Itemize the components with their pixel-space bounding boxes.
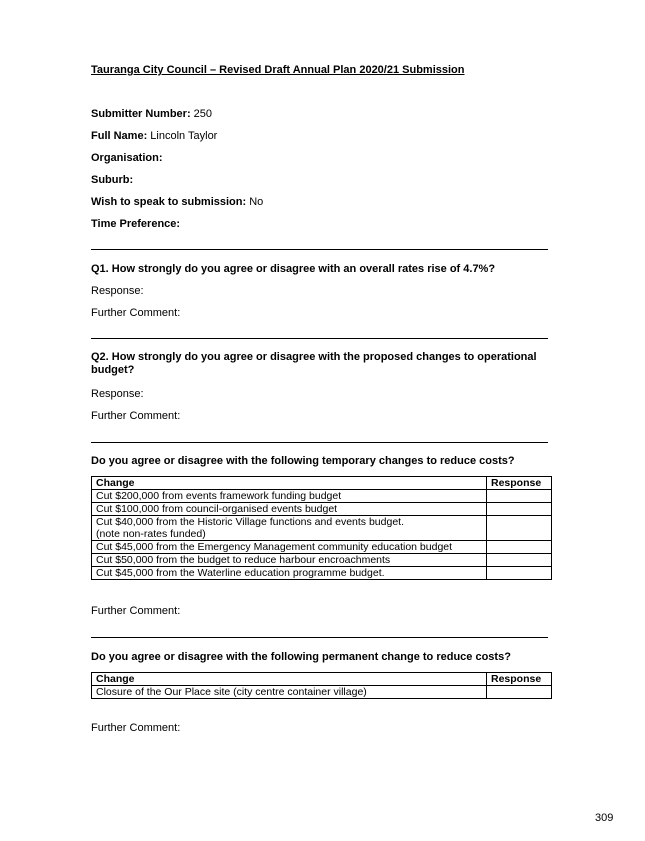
section-divider [91, 249, 548, 250]
wish-to-speak-label: Wish to speak to submission: [91, 196, 247, 208]
full-name-label: Full Name: [91, 130, 148, 142]
permanent-change-question: Do you agree or disagree with the following permanent change to reduce costs? [91, 651, 511, 663]
change-cell: Closure of the Our Place site (city centre container village) [92, 686, 487, 699]
response-cell [487, 516, 552, 541]
q2-response-label: Response: [91, 388, 144, 400]
permanent-change-table [91, 672, 552, 699]
response-column-header: Response [487, 673, 552, 686]
q2-comment-label: Further Comment: [91, 410, 181, 422]
table-row [92, 490, 552, 503]
temporary-changes-table [91, 476, 552, 580]
submitter-number-value: 250 [190, 108, 213, 120]
response-cell [487, 503, 552, 516]
wish-to-speak-value: No [246, 196, 264, 208]
change-column-header: Change [92, 673, 487, 686]
q1-response-label: Response: [91, 285, 144, 297]
response-cell [487, 541, 552, 554]
time-preference-label: Time Preference: [91, 218, 181, 230]
organisation-row [91, 152, 163, 165]
q1-question: Q1. How strongly do you agree or disagree with an overall rates rise of 4.7%? [91, 263, 496, 275]
page-number: 309 [595, 812, 614, 824]
section-divider [91, 338, 548, 339]
table-row [92, 541, 552, 554]
table-header-row [92, 673, 552, 686]
submitter-number-row [91, 108, 212, 121]
change-cell: Cut $200,000 from events framework funding budget [92, 490, 487, 503]
table-header-row [92, 477, 552, 490]
change-cell: Cut $45,000 from the Waterline education programme budget. [92, 567, 487, 580]
change-text: Cut $40,000 from the Historic Village functions and events budget. [96, 516, 404, 528]
change-column-header: Change [92, 477, 487, 490]
response-cell [487, 554, 552, 567]
temporary-changes-question: Do you agree or disagree with the following temporary changes to reduce costs? [91, 455, 515, 467]
suburb-row [91, 174, 133, 187]
change-cell: Cut $45,000 from the Emergency Management community education budget [92, 541, 487, 554]
response-cell [487, 686, 552, 699]
table-row [92, 686, 552, 699]
wish-to-speak-row [91, 196, 263, 209]
q2-question: Q2. How strongly do you agree or disagree with the proposed changes to operational budget? [91, 351, 537, 376]
change-cell [92, 516, 487, 541]
response-cell [487, 567, 552, 580]
q1-comment-label: Further Comment: [91, 307, 181, 319]
full-name-row [91, 130, 217, 143]
response-cell [487, 490, 552, 503]
table-row [92, 516, 552, 541]
table-row [92, 554, 552, 567]
suburb-label: Suburb: [91, 174, 134, 186]
change-note: (note non-rates funded) [96, 528, 206, 540]
full-name-value: Lincoln Taylor [147, 130, 218, 142]
table-row [92, 503, 552, 516]
submitter-number-label: Submitter Number: [91, 108, 191, 120]
table-row [92, 567, 552, 580]
section-divider [91, 637, 548, 638]
section-divider [91, 442, 548, 443]
change-cell: Cut $50,000 from the budget to reduce harbour encroachments [92, 554, 487, 567]
permanent-comment-label: Further Comment: [91, 722, 181, 734]
document-title: Tauranga City Council – Revised Draft Annual Plan 2020/21 Submission [91, 64, 465, 76]
temporary-comment-label: Further Comment: [91, 605, 181, 617]
time-preference-row [91, 218, 180, 231]
change-cell: Cut $100,000 from council-organised events budget [92, 503, 487, 516]
organisation-label: Organisation: [91, 152, 163, 164]
response-column-header: Response [487, 477, 552, 490]
